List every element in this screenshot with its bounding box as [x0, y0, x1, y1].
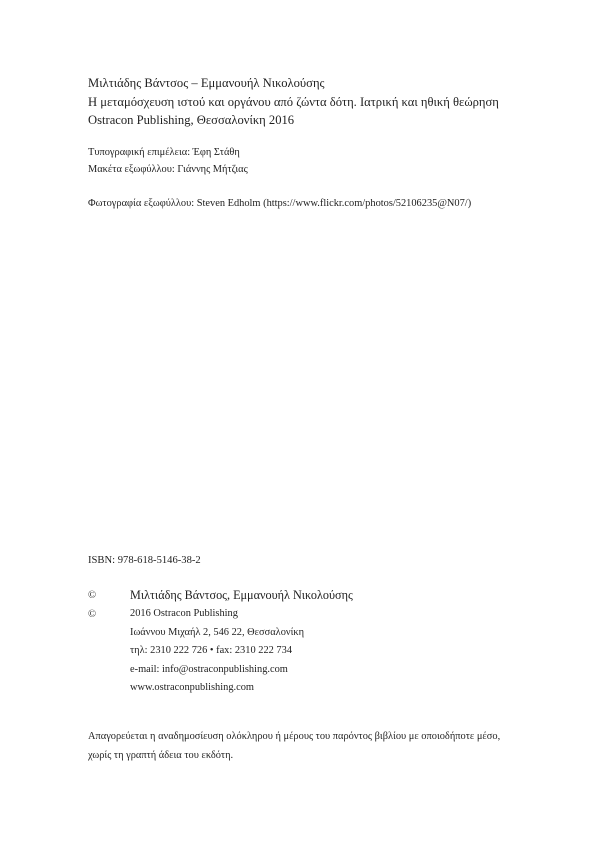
copyright-authors-row [88, 586, 353, 605]
authors-line: Μιλτιάδης Βάντσος – Εμμανουήλ Νικολούσης [88, 76, 325, 90]
rights-notice-line-2: χωρίς τη γραπτή άδεια του εκδότη. [88, 750, 234, 761]
isbn [88, 553, 201, 569]
credits-block [88, 145, 248, 179]
copyright-symbol: © [88, 590, 97, 601]
publisher-line: Ostracon Publishing, Θεσσαλονίκη 2016 [88, 113, 295, 127]
publisher-phone-fax: τηλ: 2310 222 726 • fax: 2310 222 734 [130, 645, 293, 657]
rights-notice [88, 727, 500, 765]
copyright-symbol: © [88, 609, 97, 620]
rights-notice-line-1: Απαγορεύεται η αναδημοσίευση ολόκληρου ή μέρους του παρόντος βιβλίου με οποιοδήποτε μέσο, [88, 731, 501, 742]
publisher-website: www.ostraconpublishing.com [130, 682, 254, 694]
isbn-line: ISBN: 978-618-5146-38-2 [88, 555, 201, 566]
copyright-authors: Μιλτιάδης Βάντσος, Εμμανουήλ Νικολούσης [130, 588, 353, 602]
cover-photo-line: Φωτογραφία εξωφύλλου: Steven Edholm (https://www.flickr.com/photos/52106235@N07/) [88, 198, 472, 209]
cover-photo-credit [88, 196, 471, 212]
typesetting-credit: Τυπογραφική επιμέλεια: Έφη Στάθη [88, 147, 240, 158]
copyright-publisher: 2016 Ostracon Publishing [130, 608, 238, 619]
cover-design-credit: Μακέτα εξωφύλλου: Γιάννης Μήτζιας [88, 163, 248, 175]
publisher-contact [130, 605, 304, 698]
book-header [88, 74, 499, 130]
publisher-address: Ιωάννου Μιχαήλ 2, 546 22, Θεσσαλονίκη [130, 626, 305, 638]
book-title: Η μεταμόσχευση ιστού και οργάνου από ζώντα δότη. Ιατρική και ηθική θεώρηση [88, 94, 499, 109]
publisher-email: e-mail: info@ostraconpublishing.com [130, 663, 288, 675]
